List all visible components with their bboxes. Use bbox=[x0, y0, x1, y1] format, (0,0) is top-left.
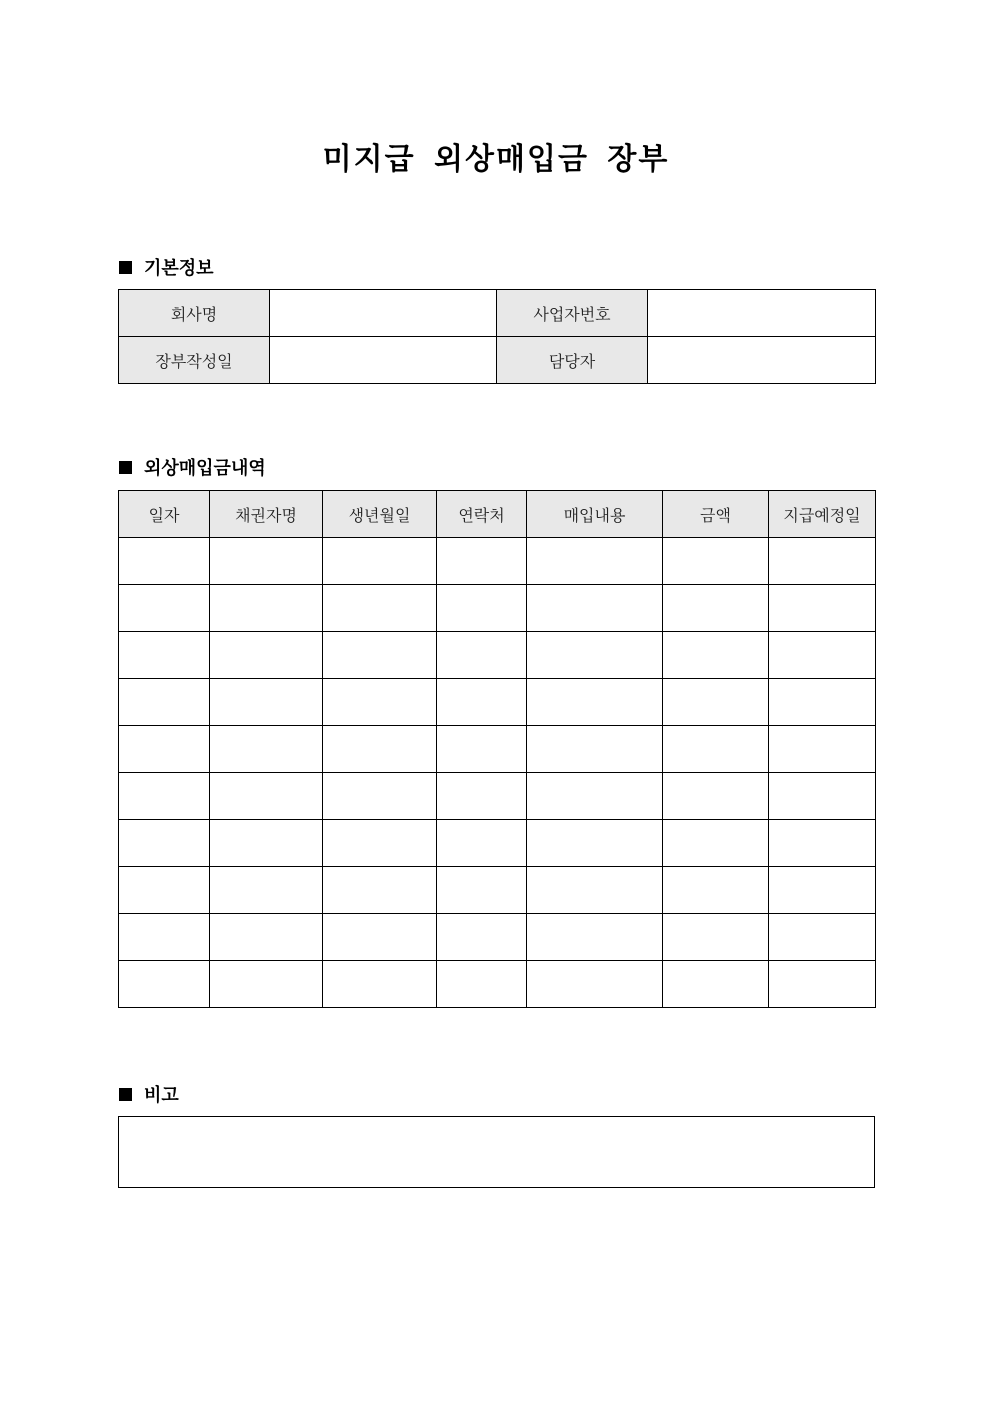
table-row bbox=[119, 961, 876, 1008]
column-header-contact: 연락처 bbox=[437, 491, 527, 538]
table-row bbox=[119, 538, 876, 585]
purchase-details-cell[interactable] bbox=[527, 773, 663, 820]
square-bullet-icon bbox=[119, 261, 132, 274]
column-header-purchase-details: 매입내용 bbox=[527, 491, 663, 538]
table-row bbox=[119, 820, 876, 867]
column-header-birth-date: 생년월일 bbox=[323, 491, 437, 538]
creditor-name-cell[interactable] bbox=[210, 632, 323, 679]
purchase-details-cell[interactable] bbox=[527, 914, 663, 961]
business-number-field[interactable] bbox=[648, 290, 876, 337]
date-cell[interactable] bbox=[119, 585, 210, 632]
amount-cell[interactable] bbox=[663, 632, 769, 679]
section-heading-details bbox=[119, 454, 266, 480]
table-row bbox=[119, 726, 876, 773]
birth-date-cell[interactable] bbox=[323, 914, 437, 961]
payables-detail-table bbox=[118, 490, 876, 1008]
column-header-creditor-name: 채권자명 bbox=[210, 491, 323, 538]
date-cell[interactable] bbox=[119, 726, 210, 773]
payment-due-date-cell[interactable] bbox=[769, 679, 876, 726]
payment-due-date-cell[interactable] bbox=[769, 632, 876, 679]
payment-due-date-cell[interactable] bbox=[769, 726, 876, 773]
purchase-details-cell[interactable] bbox=[527, 538, 663, 585]
payment-due-date-cell[interactable] bbox=[769, 773, 876, 820]
date-cell[interactable] bbox=[119, 538, 210, 585]
section-heading-label: 기본정보 bbox=[144, 258, 214, 279]
birth-date-cell[interactable] bbox=[323, 820, 437, 867]
birth-date-cell[interactable] bbox=[323, 679, 437, 726]
date-cell[interactable] bbox=[119, 679, 210, 726]
table-row bbox=[119, 914, 876, 961]
page-title: 미지급 외상매입금 장부 bbox=[322, 142, 670, 177]
basic-info-table bbox=[118, 289, 876, 384]
purchase-details-cell[interactable] bbox=[527, 585, 663, 632]
column-header-amount: 금액 bbox=[663, 491, 769, 538]
date-cell[interactable] bbox=[119, 961, 210, 1008]
amount-cell[interactable] bbox=[663, 961, 769, 1008]
date-cell[interactable] bbox=[119, 632, 210, 679]
creditor-name-cell[interactable] bbox=[210, 773, 323, 820]
amount-cell[interactable] bbox=[663, 867, 769, 914]
manager-label: 담당자 bbox=[497, 337, 648, 384]
birth-date-cell[interactable] bbox=[323, 773, 437, 820]
date-cell[interactable] bbox=[119, 773, 210, 820]
amount-cell[interactable] bbox=[663, 773, 769, 820]
table-row bbox=[119, 773, 876, 820]
purchase-details-cell[interactable] bbox=[527, 726, 663, 773]
payment-due-date-cell[interactable] bbox=[769, 914, 876, 961]
creditor-name-cell[interactable] bbox=[210, 679, 323, 726]
manager-field[interactable] bbox=[648, 337, 876, 384]
remarks-field[interactable] bbox=[118, 1116, 875, 1188]
date-cell[interactable] bbox=[119, 820, 210, 867]
amount-cell[interactable] bbox=[663, 914, 769, 961]
amount-cell[interactable] bbox=[663, 820, 769, 867]
payment-due-date-cell[interactable] bbox=[769, 961, 876, 1008]
purchase-details-cell[interactable] bbox=[527, 961, 663, 1008]
purchase-details-cell[interactable] bbox=[527, 679, 663, 726]
payment-due-date-cell[interactable] bbox=[769, 820, 876, 867]
payment-due-date-cell[interactable] bbox=[769, 867, 876, 914]
column-header-payment-due-date: 지급예정일 bbox=[769, 491, 876, 538]
amount-cell[interactable] bbox=[663, 538, 769, 585]
payment-due-date-cell[interactable] bbox=[769, 585, 876, 632]
birth-date-cell[interactable] bbox=[323, 632, 437, 679]
birth-date-cell[interactable] bbox=[323, 585, 437, 632]
table-row bbox=[119, 290, 876, 337]
purchase-details-cell[interactable] bbox=[527, 632, 663, 679]
birth-date-cell[interactable] bbox=[323, 867, 437, 914]
table-header-row bbox=[119, 491, 876, 538]
ledger-date-field[interactable] bbox=[270, 337, 497, 384]
section-heading-basic-info bbox=[119, 254, 214, 280]
creditor-name-cell[interactable] bbox=[210, 867, 323, 914]
company-name-field[interactable] bbox=[270, 290, 497, 337]
section-heading-remarks bbox=[119, 1081, 179, 1107]
creditor-name-cell[interactable] bbox=[210, 726, 323, 773]
contact-cell[interactable] bbox=[437, 538, 527, 585]
business-number-label: 사업자번호 bbox=[497, 290, 648, 337]
amount-cell[interactable] bbox=[663, 726, 769, 773]
creditor-name-cell[interactable] bbox=[210, 914, 323, 961]
creditor-name-cell[interactable] bbox=[210, 585, 323, 632]
contact-cell[interactable] bbox=[437, 961, 527, 1008]
column-header-date: 일자 bbox=[119, 491, 210, 538]
detail-table-body bbox=[119, 538, 876, 1008]
section-heading-label: 외상매입금내역 bbox=[144, 458, 266, 479]
birth-date-cell[interactable] bbox=[323, 726, 437, 773]
table-row bbox=[119, 585, 876, 632]
table-row bbox=[119, 679, 876, 726]
creditor-name-cell[interactable] bbox=[210, 961, 323, 1008]
date-cell[interactable] bbox=[119, 914, 210, 961]
amount-cell[interactable] bbox=[663, 679, 769, 726]
square-bullet-icon bbox=[119, 461, 132, 474]
payment-due-date-cell[interactable] bbox=[769, 538, 876, 585]
purchase-details-cell[interactable] bbox=[527, 867, 663, 914]
creditor-name-cell[interactable] bbox=[210, 538, 323, 585]
contact-cell[interactable] bbox=[437, 679, 527, 726]
contact-cell[interactable] bbox=[437, 726, 527, 773]
contact-cell[interactable] bbox=[437, 585, 527, 632]
ledger-date-label: 장부작성일 bbox=[119, 337, 270, 384]
table-row bbox=[119, 867, 876, 914]
contact-cell[interactable] bbox=[437, 867, 527, 914]
contact-cell[interactable] bbox=[437, 773, 527, 820]
birth-date-cell[interactable] bbox=[323, 961, 437, 1008]
date-cell[interactable] bbox=[119, 867, 210, 914]
purchase-details-cell[interactable] bbox=[527, 820, 663, 867]
amount-cell[interactable] bbox=[663, 585, 769, 632]
square-bullet-icon bbox=[119, 1088, 132, 1101]
table-row bbox=[119, 337, 876, 384]
contact-cell[interactable] bbox=[437, 632, 527, 679]
table-row bbox=[119, 632, 876, 679]
birth-date-cell[interactable] bbox=[323, 538, 437, 585]
contact-cell[interactable] bbox=[437, 820, 527, 867]
company-name-label: 회사명 bbox=[119, 290, 270, 337]
section-heading-label: 비고 bbox=[144, 1085, 179, 1106]
creditor-name-cell[interactable] bbox=[210, 820, 323, 867]
contact-cell[interactable] bbox=[437, 914, 527, 961]
